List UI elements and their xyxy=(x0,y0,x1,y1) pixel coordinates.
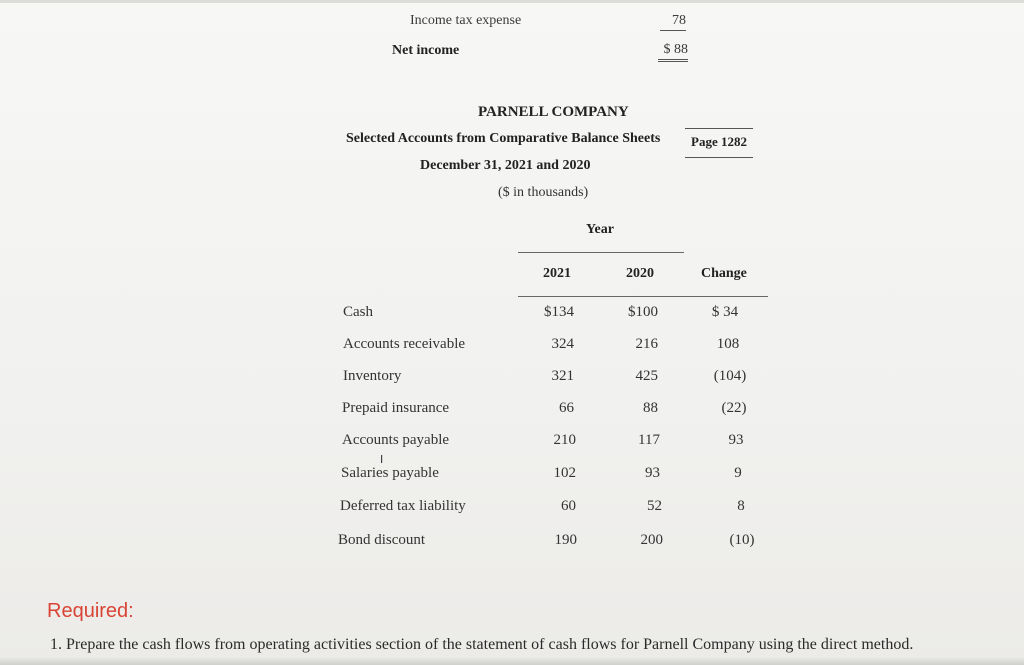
column-header-change: Change xyxy=(701,266,747,281)
cell-2021: 102 xyxy=(553,465,576,481)
page-bottom-edge xyxy=(0,658,1024,665)
row-label: Accounts payable xyxy=(342,432,450,448)
cell-2021: 324 xyxy=(551,336,574,352)
row-label: Salaries payable xyxy=(341,465,439,481)
row-label: Prepaid insurance xyxy=(342,400,450,416)
text-cursor-icon: I xyxy=(380,453,384,466)
row-label: Cash xyxy=(343,304,373,320)
row-label: Deferred tax liability xyxy=(340,498,466,514)
income-tax-value: 78 xyxy=(660,13,686,31)
row-label: Accounts receivable xyxy=(343,336,466,352)
row-label: Bond discount xyxy=(338,532,426,548)
cell-2021: $134 xyxy=(544,304,574,320)
cell-2020: 200 xyxy=(640,532,663,548)
cell-change: 93 xyxy=(728,432,744,448)
cell-2020: $100 xyxy=(628,304,658,320)
year-header-rule xyxy=(518,252,684,253)
required-heading: Required: xyxy=(47,600,134,622)
net-income-value: $ 88 xyxy=(658,42,688,62)
cell-2021: 210 xyxy=(553,432,576,448)
income-tax-label: Income tax expense xyxy=(410,13,522,28)
net-income-label: Net income xyxy=(392,43,460,58)
cell-change: 108 xyxy=(716,336,740,352)
row-label: Inventory xyxy=(343,368,402,384)
cell-change: (22) xyxy=(721,400,747,416)
cell-2021: 321 xyxy=(551,368,574,384)
cell-change: (104) xyxy=(713,368,747,384)
cell-change: $ 34 xyxy=(711,304,739,320)
year-group-header: Year xyxy=(586,222,614,237)
cell-2020: 88 xyxy=(643,400,658,416)
required-instruction: 1. Prepare the cash flows from operating activities section of the statement of cash flows for Parnell Company using the direct method. xyxy=(50,636,914,653)
cell-2020: 93 xyxy=(645,465,660,481)
column-header-rule xyxy=(518,296,768,297)
cell-change: 8 xyxy=(737,498,745,514)
cell-2020: 216 xyxy=(635,336,658,352)
statement-subtitle: Selected Accounts from Comparative Balance Sheets xyxy=(346,131,661,146)
cell-2020: 425 xyxy=(635,368,658,384)
cell-2021: 190 xyxy=(554,532,577,548)
cell-2021: 60 xyxy=(561,498,576,514)
units-note: ($ in thousands) xyxy=(498,185,589,200)
page-reference: Page 1282 xyxy=(685,128,753,158)
company-title: PARNELL COMPANY xyxy=(478,104,629,120)
column-header-2021: 2021 xyxy=(543,266,571,281)
cell-change: (10) xyxy=(729,532,755,548)
column-header-2020: 2020 xyxy=(626,266,654,281)
cell-2020: 52 xyxy=(647,498,662,514)
page-top-edge xyxy=(0,0,1024,3)
cell-change: 9 xyxy=(734,465,742,481)
cell-2021: 66 xyxy=(559,400,574,416)
statement-date: December 31, 2021 and 2020 xyxy=(420,158,591,173)
cell-2020: 117 xyxy=(638,432,660,448)
